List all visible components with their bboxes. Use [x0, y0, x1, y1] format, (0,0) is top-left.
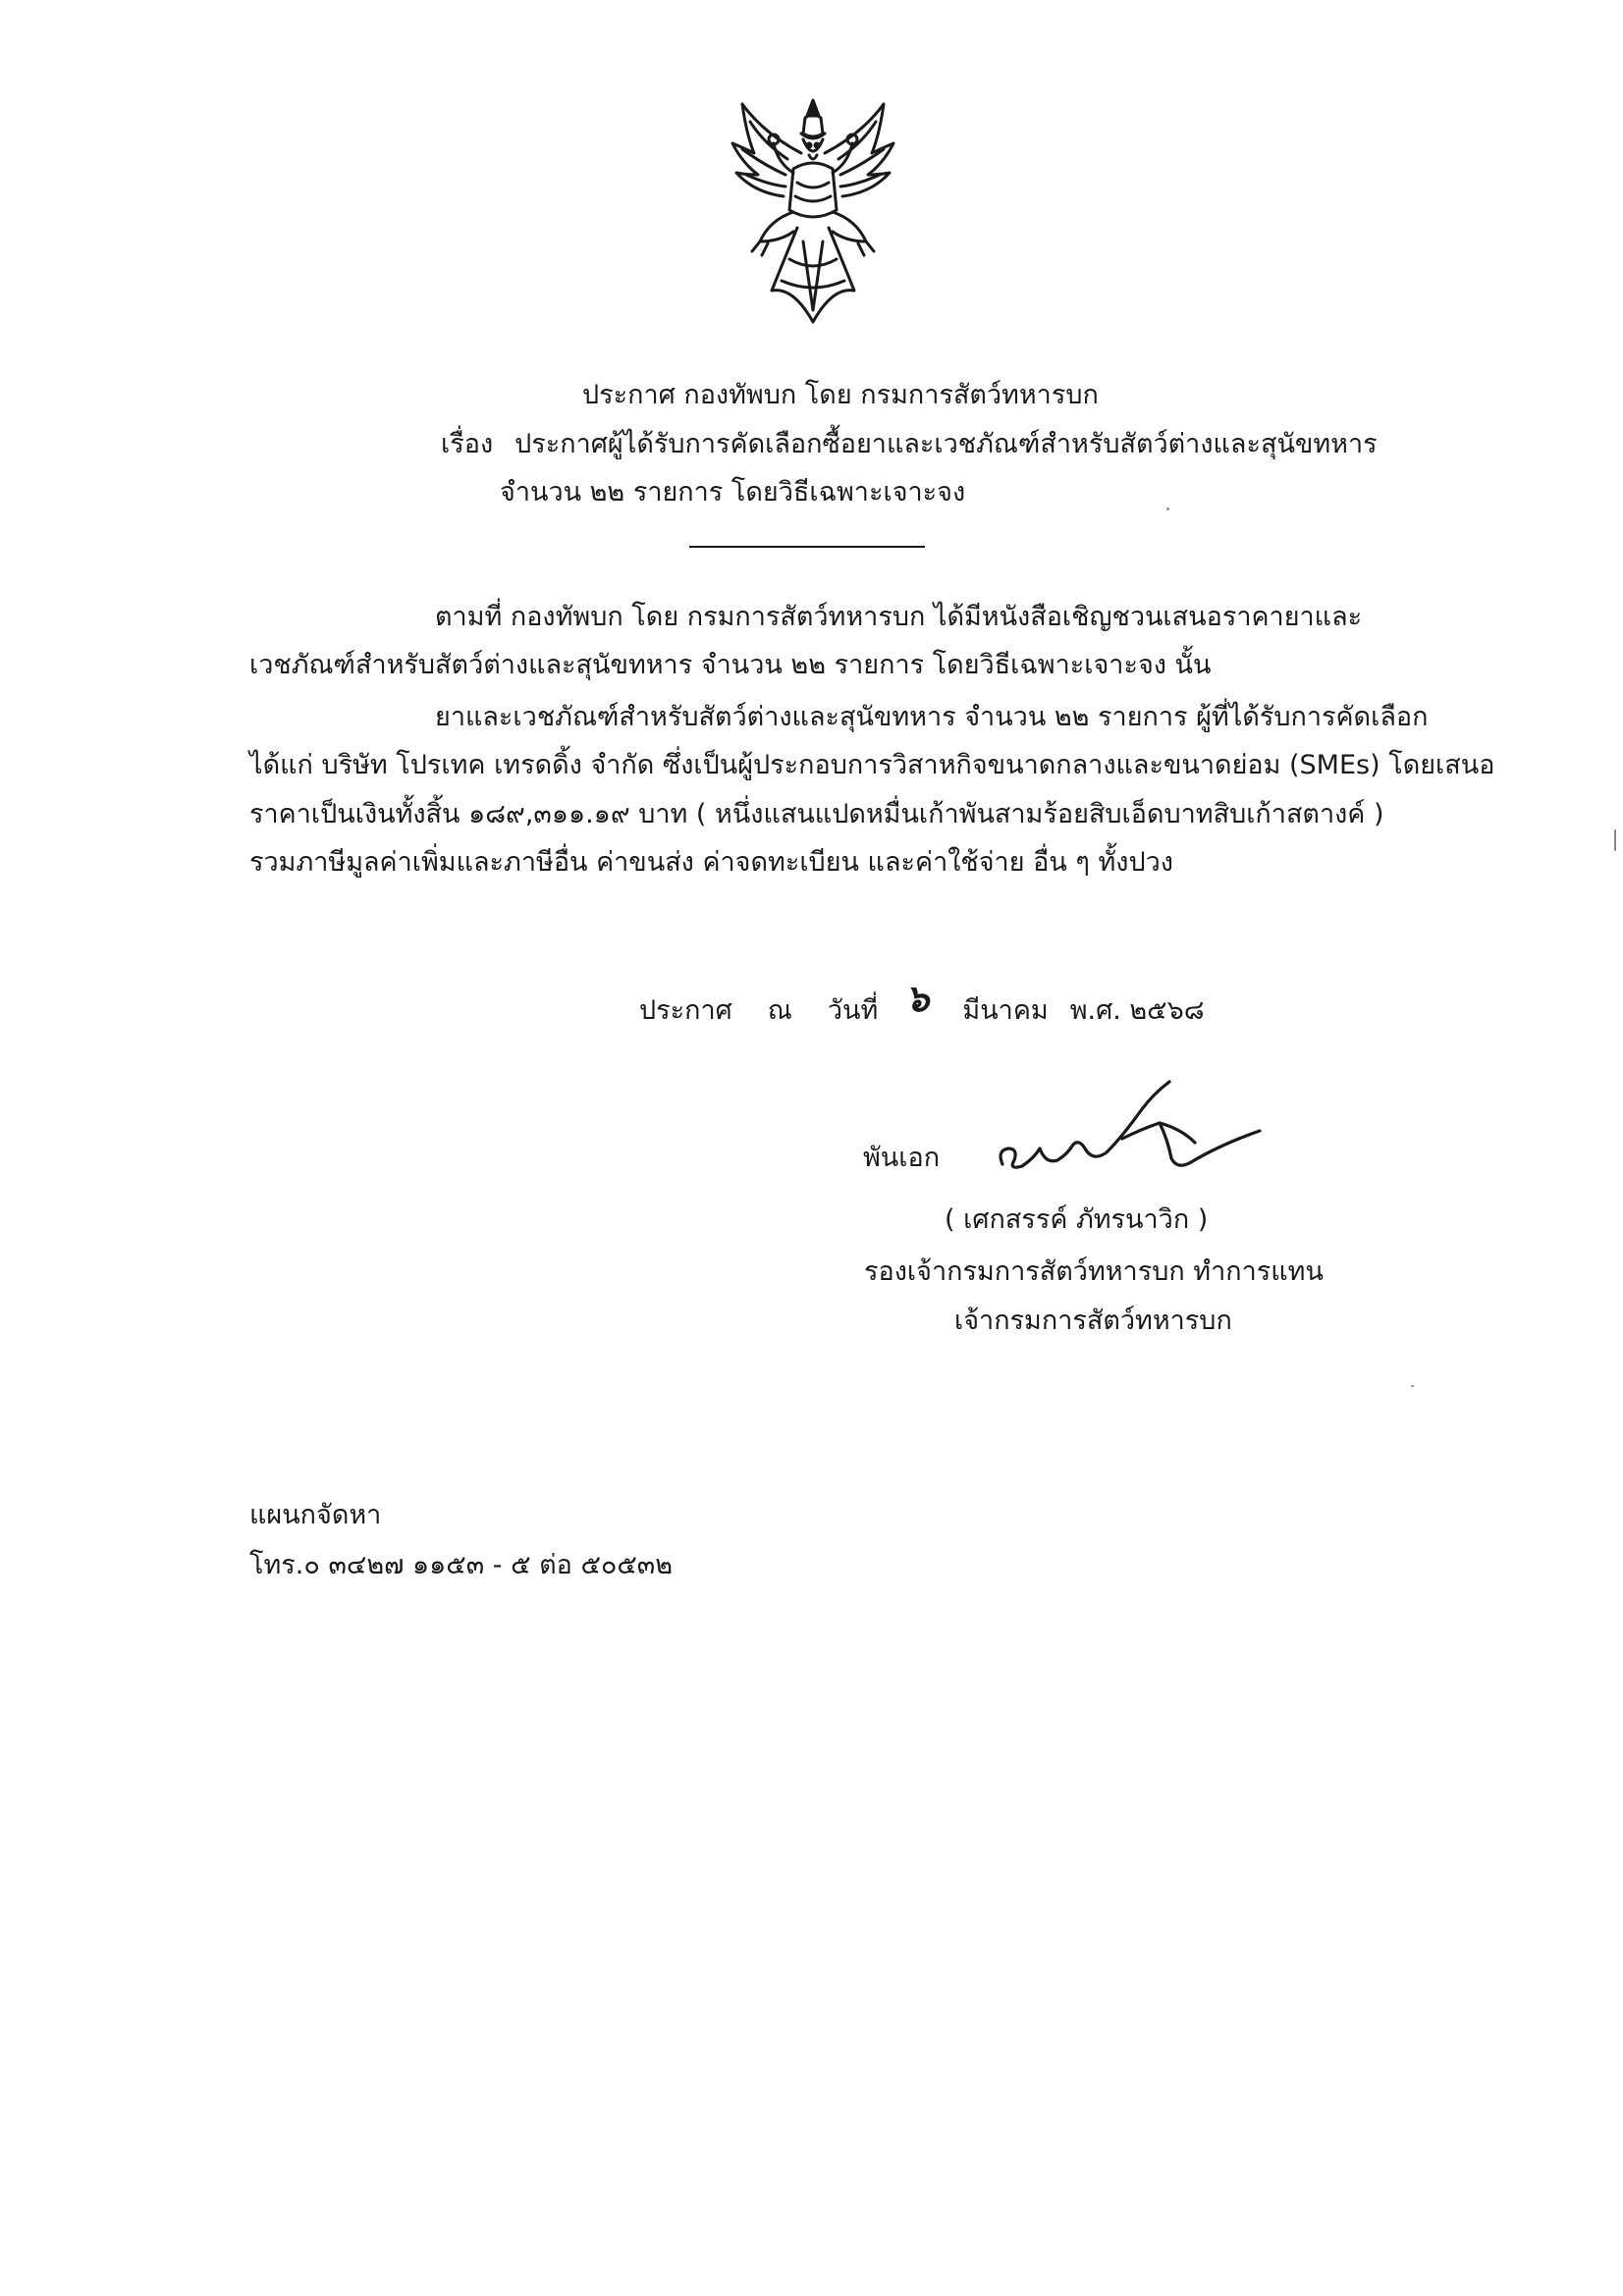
garuda-emblem-icon: [725, 94, 901, 326]
signatory-position-1: รองเจ้ากรมการสัตว์ทหารบก ทำการแทน: [864, 1256, 1324, 1287]
date-label-day: วันที่: [827, 995, 879, 1026]
subject-line: [441, 428, 1378, 461]
signatory-position-2: เจ้ากรมการสัตว์ทหารบก: [954, 1306, 1232, 1336]
date-label-at: ณ: [767, 995, 792, 1026]
scan-speck: [1166, 507, 1169, 510]
paragraph-1-line-1: ตามที่ กองทัพบก โดย กรมการสัตว์ทหารบก ได้มีหนังสือเชิญชวนเสนอราคายาและ: [435, 602, 1363, 632]
date-year: พ.ศ. ๒๕๖๘: [1069, 995, 1205, 1026]
paragraph-2-line-2: ได้แก่ บริษัท โปรเทค เทรดดิ้ง จำกัด ซึ่งเป็นผู้ประกอบการวิสาหกิจขนาดกลางและขนาดย่อม (SMEs) โดยเสนอ: [249, 750, 1495, 780]
paragraph-2-line-1: ยาและเวชภัณฑ์สำหรับสัตว์ต่างและสุนัขทหาร จำนวน ๒๒ รายการ ผู้ที่ได้รับการคัดเลือก: [435, 702, 1429, 732]
subject-text-1: ประกาศผู้ได้รับการคัดเลือกซื้อยาและเวชภัณฑ์สำหรับสัตว์ต่างและสุนัขทหาร: [514, 429, 1378, 459]
contact-phone: โทร.๐ ๓๔๒๗ ๑๑๕๓ - ๕ ต่อ ๕๐๕๓๒: [249, 1550, 674, 1580]
paragraph-2-line-4: รวมภาษีมูลค่าเพิ่มและภาษีอื่น ค่าขนส่ง ค่าจดทะเบียน และค่าใช้จ่าย อื่น ๆ ทั้งปวง: [249, 847, 1173, 878]
scan-speck: [1411, 1385, 1414, 1387]
contact-department: แผนกจัดหา: [249, 1500, 382, 1530]
subject-label: เรื่อง: [441, 429, 494, 459]
announcement-title: ประกาศ กองทัพบก โดย กรมการสัตว์ทหารบก: [582, 380, 1099, 410]
subject-text-2: จำนวน ๒๒ รายการ โดยวิธีเฉพาะเจาะจง: [500, 477, 966, 507]
announcement-date: [639, 976, 1205, 1028]
signatory-rank: พันเอก: [863, 1143, 941, 1173]
date-month: มีนาคม: [962, 995, 1049, 1026]
date-label-announced: ประกาศ: [639, 995, 732, 1026]
paragraph-2-line-3: ราคาเป็นเงินทั้งสิ้น ๑๘๙,๓๑๑.๑๙ บาท ( หนึ่งแสนแปดหมื่นเก้าพันสามร้อยสิบเอ็ดบาทสิบเก้าสตางค์ ): [249, 799, 1384, 829]
date-day-handwritten: ๖: [905, 976, 930, 1020]
paragraph-1-line-2: เวชภัณฑ์สำหรับสัตว์ต่างและสุนัขทหาร จำนวน ๒๒ รายการ โดยวิธีเฉพาะเจาะจง นั้น: [249, 650, 1212, 680]
header-divider: [689, 546, 925, 548]
scan-speck: [1614, 829, 1616, 851]
signatory-name: ( เศกสรรค์ ภัทรนาวิก ): [945, 1204, 1209, 1235]
handwritten-signature: [995, 1080, 1271, 1188]
